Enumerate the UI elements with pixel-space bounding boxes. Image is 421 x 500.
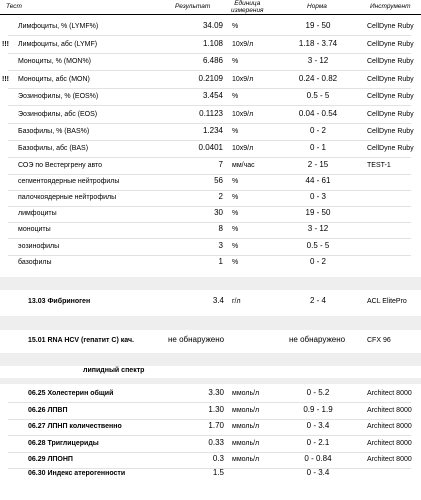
header-instrument: Инструмент bbox=[370, 3, 411, 10]
test-norm: 0 - 3 bbox=[309, 192, 326, 201]
test-instrument: CellDyne Ruby bbox=[367, 41, 414, 48]
test-norm: не обнаружено bbox=[289, 335, 346, 344]
test-name: Базофилы, % (BAS%) bbox=[18, 128, 90, 135]
test-unit: ммоль/л bbox=[232, 440, 260, 447]
test-norm: 3 - 12 bbox=[307, 56, 329, 65]
test-norm: 0 - 2.1 bbox=[306, 438, 330, 447]
test-unit: % bbox=[232, 23, 239, 30]
test-result: 1.234 bbox=[202, 126, 223, 135]
table-row bbox=[0, 125, 421, 139]
test-result: 0.2109 bbox=[198, 74, 223, 83]
test-result: 1.5 bbox=[212, 468, 224, 477]
test-unit: % bbox=[232, 226, 239, 233]
test-norm: 0 - 2 bbox=[309, 126, 326, 135]
test-unit: 10x9/л bbox=[232, 41, 254, 48]
test-result: 1 bbox=[218, 257, 223, 266]
test-result: 34.09 bbox=[202, 21, 223, 30]
test-unit: ммоль/л bbox=[232, 390, 260, 397]
test-unit: % bbox=[232, 210, 239, 217]
test-norm: 0 - 3.4 bbox=[306, 421, 330, 430]
table-row bbox=[0, 453, 421, 467]
test-result: 0.3 bbox=[212, 454, 224, 463]
test-result: 2 bbox=[218, 192, 223, 201]
table-row bbox=[0, 90, 421, 104]
table-row bbox=[0, 108, 421, 122]
test-name: Эозинофилы, абс (EOS) bbox=[18, 111, 98, 118]
test-result: 3.4 bbox=[212, 296, 224, 305]
test-name: Моноциты, абс (MON) bbox=[18, 76, 90, 83]
table-row bbox=[0, 207, 421, 221]
table-row bbox=[0, 142, 421, 156]
section-separator bbox=[0, 378, 421, 384]
test-norm: 0.04 - 0.54 bbox=[298, 109, 338, 118]
test-result: 6.486 bbox=[202, 56, 223, 65]
row-divider bbox=[8, 105, 411, 106]
test-instrument: CellDyne Ruby bbox=[367, 93, 414, 100]
table-row bbox=[0, 256, 421, 270]
test-norm: 2 - 15 bbox=[307, 160, 329, 169]
test-norm: 2 - 4 bbox=[309, 296, 326, 305]
test-name: Моноциты, % (MON%) bbox=[18, 58, 91, 65]
table-row bbox=[0, 240, 421, 254]
test-result: 0.0401 bbox=[198, 143, 223, 152]
row-divider bbox=[8, 402, 411, 403]
test-instrument: CellDyne Ruby bbox=[367, 58, 414, 65]
test-instrument: Architect 8000 bbox=[367, 456, 412, 463]
test-norm: 0.9 - 1.9 bbox=[303, 405, 333, 414]
test-unit: % bbox=[232, 93, 239, 100]
test-name: 06.27 ЛПНП количественно bbox=[28, 423, 122, 430]
test-result: 7 bbox=[218, 160, 223, 169]
test-name: базофилы bbox=[18, 259, 52, 266]
test-result: не обнаружено bbox=[168, 335, 225, 344]
table-row-fibrinogen bbox=[0, 290, 421, 314]
table-row bbox=[0, 387, 421, 401]
section-separator bbox=[0, 316, 421, 330]
test-name: Лимфоциты, абс (LYMF) bbox=[18, 41, 98, 48]
test-name: 06.30 Индекс атерогенности bbox=[28, 470, 126, 477]
test-instrument: Architect 8000 bbox=[367, 423, 412, 430]
test-norm: 1.18 - 3.74 bbox=[298, 39, 338, 48]
test-instrument: CellDyne Ruby bbox=[367, 111, 414, 118]
table-row bbox=[0, 404, 421, 418]
test-instrument: Architect 8000 bbox=[367, 407, 412, 414]
test-unit: % bbox=[232, 259, 239, 266]
test-norm: 3 - 12 bbox=[307, 224, 329, 233]
test-norm: 0 - 2 bbox=[309, 257, 326, 266]
table-row bbox=[0, 223, 421, 237]
header-result: Результат bbox=[175, 3, 211, 10]
test-unit: ммоль/л bbox=[232, 456, 260, 463]
test-name: сегментоядерные нейтрофилы bbox=[18, 178, 120, 185]
header-norm: Норма bbox=[307, 3, 327, 10]
test-unit: 10x9/л bbox=[232, 145, 254, 152]
test-norm: 0.24 - 0.82 bbox=[298, 74, 338, 83]
header-test: Тест bbox=[6, 3, 22, 10]
test-norm: 19 - 50 bbox=[305, 208, 331, 217]
test-name: палочкоядерные нейтрофилы bbox=[18, 194, 117, 201]
test-norm: 0.5 - 5 bbox=[306, 241, 330, 250]
test-norm: 0.5 - 5 bbox=[306, 91, 330, 100]
test-name: моноциты bbox=[18, 226, 51, 233]
test-instrument: CellDyne Ruby bbox=[367, 23, 414, 30]
test-name: 13.03 Фибриноген bbox=[28, 298, 91, 305]
test-norm: 0 - 1 bbox=[309, 143, 326, 152]
test-norm: 0 - 0.84 bbox=[304, 454, 332, 463]
alert-mark: !!! bbox=[2, 76, 9, 83]
row-divider bbox=[8, 435, 411, 436]
test-instrument: CellDyne Ruby bbox=[367, 128, 414, 135]
test-result: 30 bbox=[214, 208, 223, 217]
test-name: эозинофилы bbox=[18, 243, 60, 250]
test-instrument: TEST-1 bbox=[367, 162, 391, 169]
test-unit: г/л bbox=[232, 298, 241, 305]
row-divider bbox=[8, 140, 411, 141]
test-unit: мм/час bbox=[232, 162, 255, 169]
test-result: 1.108 bbox=[202, 39, 223, 48]
test-unit: ммоль/л bbox=[232, 407, 260, 414]
row-divider bbox=[8, 123, 411, 124]
test-instrument: Architect 8000 bbox=[367, 390, 412, 397]
test-norm: 19 - 50 bbox=[305, 21, 331, 30]
test-name: 06.29 ЛПОНП bbox=[28, 456, 73, 463]
table-row bbox=[0, 73, 421, 87]
alert-mark: !!! bbox=[2, 41, 9, 48]
test-instrument: CellDyne Ruby bbox=[367, 76, 414, 83]
table-row bbox=[0, 467, 421, 481]
test-name: Эозинофилы, % (EOS%) bbox=[18, 93, 99, 100]
test-unit: 10x9/л bbox=[232, 76, 254, 83]
row-divider bbox=[8, 238, 411, 239]
row-divider bbox=[8, 157, 411, 158]
test-norm: 44 - 61 bbox=[305, 176, 331, 185]
test-unit: % bbox=[232, 194, 239, 201]
test-result: 56 bbox=[214, 176, 223, 185]
test-result: 3 bbox=[218, 241, 223, 250]
test-name: 06.26 ЛПВП bbox=[28, 407, 68, 414]
test-instrument: ACL ElitePro bbox=[367, 298, 407, 305]
row-divider bbox=[8, 53, 411, 54]
table-row bbox=[0, 437, 421, 451]
test-unit: % bbox=[232, 58, 239, 65]
table-row bbox=[0, 420, 421, 434]
test-instrument: CFX 96 bbox=[367, 337, 391, 344]
test-result: 3.454 bbox=[202, 91, 223, 100]
test-result: 0.1123 bbox=[199, 109, 223, 118]
test-name: 15.01 RNA HCV (гепатит С) кач. bbox=[28, 337, 134, 344]
test-result: 1.30 bbox=[208, 405, 224, 414]
table-row bbox=[0, 159, 421, 173]
test-norm: 0 - 5.2 bbox=[306, 388, 330, 397]
test-unit: 10x9/л bbox=[232, 111, 254, 118]
test-instrument: CellDyne Ruby bbox=[367, 145, 414, 152]
test-unit: % bbox=[232, 128, 239, 135]
table-row bbox=[0, 175, 421, 189]
section-separator bbox=[0, 353, 421, 366]
test-name: Лимфоциты, % (LYMF%) bbox=[18, 23, 99, 30]
test-unit: % bbox=[232, 178, 239, 185]
test-result: 1.70 bbox=[208, 421, 224, 430]
table-row bbox=[0, 191, 421, 205]
table-row bbox=[0, 38, 421, 52]
test-result: 8 bbox=[218, 224, 223, 233]
test-name: 06.25 Холестерин общий bbox=[28, 390, 114, 397]
test-name: СОЭ по Вестергрену авто bbox=[18, 162, 103, 169]
table-row bbox=[0, 55, 421, 69]
table-row bbox=[0, 20, 421, 34]
header-divider bbox=[0, 14, 421, 15]
row-divider bbox=[8, 88, 411, 89]
test-unit: % bbox=[232, 243, 239, 250]
header-unit: Единица измерения bbox=[231, 0, 264, 14]
test-norm: 0 - 3.4 bbox=[306, 468, 330, 477]
test-name: Базофилы, абс (BAS) bbox=[18, 145, 89, 152]
lipid-section-title: липидный спектр bbox=[83, 367, 145, 374]
test-result: 3.30 bbox=[208, 388, 224, 397]
row-divider bbox=[8, 35, 411, 36]
test-name: 06.28 Триглицериды bbox=[28, 440, 99, 447]
test-result: 0.33 bbox=[208, 438, 224, 447]
table-row-hcv bbox=[0, 330, 421, 352]
test-instrument: Architect 8000 bbox=[367, 440, 412, 447]
test-unit: ммоль/л bbox=[232, 423, 260, 430]
row-divider bbox=[8, 70, 411, 71]
test-name: лимфоциты bbox=[18, 210, 57, 217]
section-separator bbox=[0, 277, 421, 290]
